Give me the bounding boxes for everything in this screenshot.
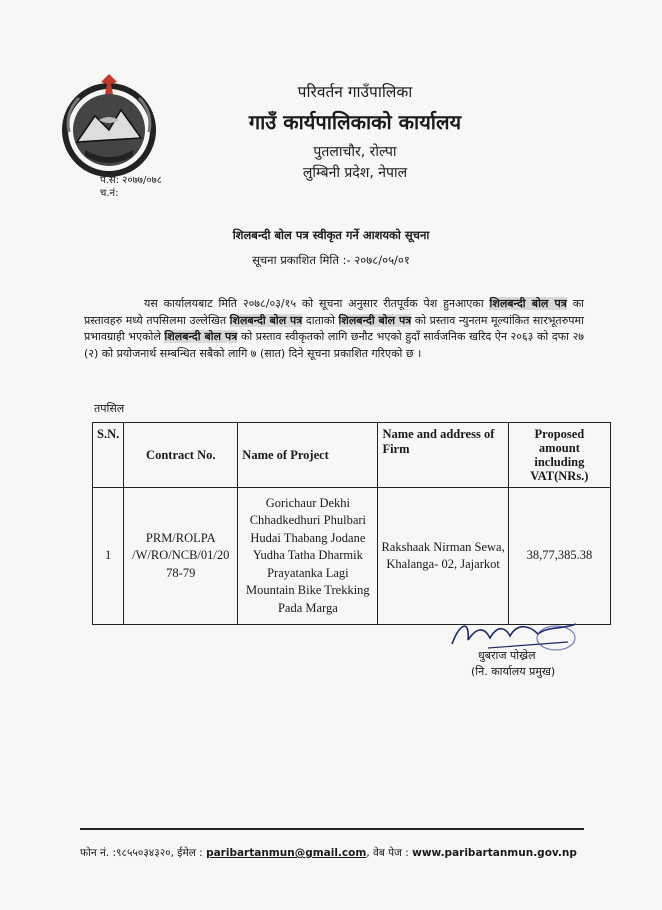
header-project: Name of Project [238,423,378,488]
email-link[interactable]: paribartanmun@gmail.com [206,847,367,859]
header-sn: S.N. [93,423,124,488]
website-link[interactable]: www.paribartanmun.gov.np [412,847,577,859]
highlight-term: शिलबन्दी बोल पत्र [338,313,412,327]
dispatch-number: च.नं: [100,188,119,199]
publish-date: सूचना प्रकाशित मिति :- २०७८/०५/०१ [252,253,410,267]
header-amount: Proposed amount including VAT(NRs.) [508,423,610,488]
table-row [93,488,611,625]
header-contract: Contract No. [124,423,238,488]
cell-sn: 1 [93,488,124,625]
header-office-name: गाउँ कार्यपालिकाको कार्यालय [248,110,462,134]
notice-body: यस कार्यालयबाट मिति २०७८/०३/१५ को सूचना अनुसार रीतपूर्वक पेश हुनआएका शिलबन्दी बोल पत्र का प्रस्तावहरु मध्ये तपसिलमा उल्लेखित शिलबन्दी बोल पत्र दाताको शिलबन्दी बोल पत्र को प्रस्ताव न्युनतम मूल्यांकित सारभूतरुपमा प्रभावग्राही भएकोले शिलबन्दी बोल पत्र को प्रस्ताव स्वीकृतको लागि छनौट भएको हुदाँ सार्वजनिक खरिद ऐन २०६३ को दफा २७ (२) को प्रयोजनार्थ सम्बन्धित सबैको लागि ७ (सात) दिने सूचना प्रकाशित गरिएको छ । [84,297,585,360]
office-stamp [535,624,577,652]
details-label: तपसिल [94,402,125,415]
highlight-term: शिलबन्दी बोल पत्र [164,330,238,343]
signer-title: (नि. कार्यालय प्रमुख) [471,665,556,678]
cell-firm: Rakshaak Nirman Sewa, Khalanga- 02, Jajarkot [378,488,508,625]
header-municipality-name: परिवर्तन गाउँपालिका [297,83,413,101]
header-location: पुतलाचौर, रोल्पा [313,144,397,160]
cell-project: Gorichaur Dekhi Chhadkedhuri Phulbari Hudai Thabang Jodane Yudha Tatha Dharmik Prayatanka Lagi Mountain Bike Trekking Pada Marga [238,488,378,625]
notice-title: शिलबन्दी बोल पत्र स्वीकृत गर्ने आशयको सूचना [232,228,430,242]
cell-amount: 38,77,385.38 [508,488,610,625]
government-emblem-logo [55,72,163,180]
footer-divider [80,828,584,830]
table-header-row [93,423,611,488]
bid-table [92,422,611,625]
highlight-term: शिलबन्दी बोल पत्र [489,297,567,310]
cell-contract: PRM/ROLPA /W/RO/NCB/01/20 78-79 [124,488,238,625]
signer-name: धुबराज पोख्रेल [478,649,536,662]
reference-number: प.सं: २०७७/०७८ [100,175,162,186]
footer-contact: फोन नं. :९८५५०३४३२०, ईमेल : paribartanmun@gmail.com, वेब पेज : www.paribartanmun.gov.np [80,847,577,859]
header-firm: Name and address of Firm [378,423,508,488]
header-province: लुम्बिनी प्रदेश, नेपाल [302,165,408,181]
highlight-term: शिलबन्दी बोल पत्र [229,313,303,327]
